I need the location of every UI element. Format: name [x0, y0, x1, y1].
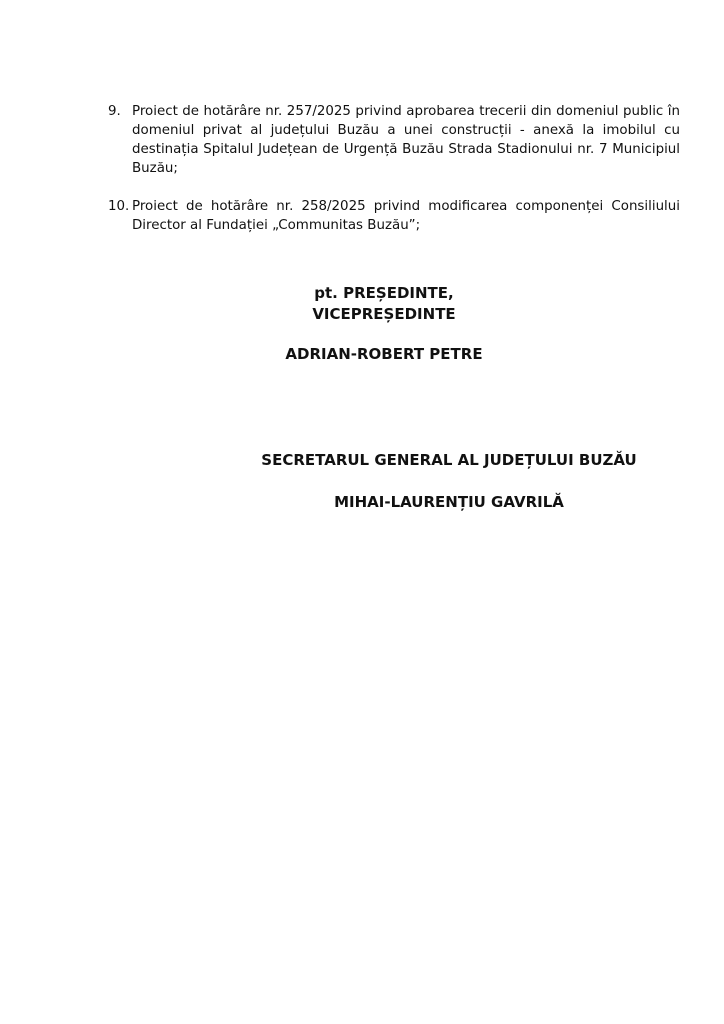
item-text: Proiect de hotărâre nr. 257/2025 privind aprobarea trecerii din domeniul public în domeniul privat al județului Buzău a unei construcții - anexă la imobilul cu destinația Spitalul Județean de Urgență Buzău Strada Stadionului nr. 7 Municipiul Buzău;: [132, 104, 680, 176]
president-title-line2: VICEPREȘEDINTE: [312, 305, 456, 323]
president-name: ADRIAN-ROBERT PETRE: [285, 345, 483, 363]
secretary-name: MIHAI-LAURENȚIU GAVRILĂ: [334, 493, 564, 511]
item-text: Proiect de hotărâre nr. 258/2025 privind modificarea componenței Consiliului Director al Fundației „Communitas Buzău”;: [132, 199, 680, 233]
president-title-line1: pt. PREȘEDINTE,: [314, 284, 454, 302]
agenda-item: [108, 197, 680, 235]
item-number: 10.: [108, 199, 130, 214]
item-number: 9.: [108, 104, 121, 119]
agenda-item: [108, 102, 680, 178]
president-title: [312, 283, 455, 325]
secretary-title: SECRETARUL GENERAL AL JUDEȚULUI BUZĂU: [261, 451, 637, 469]
